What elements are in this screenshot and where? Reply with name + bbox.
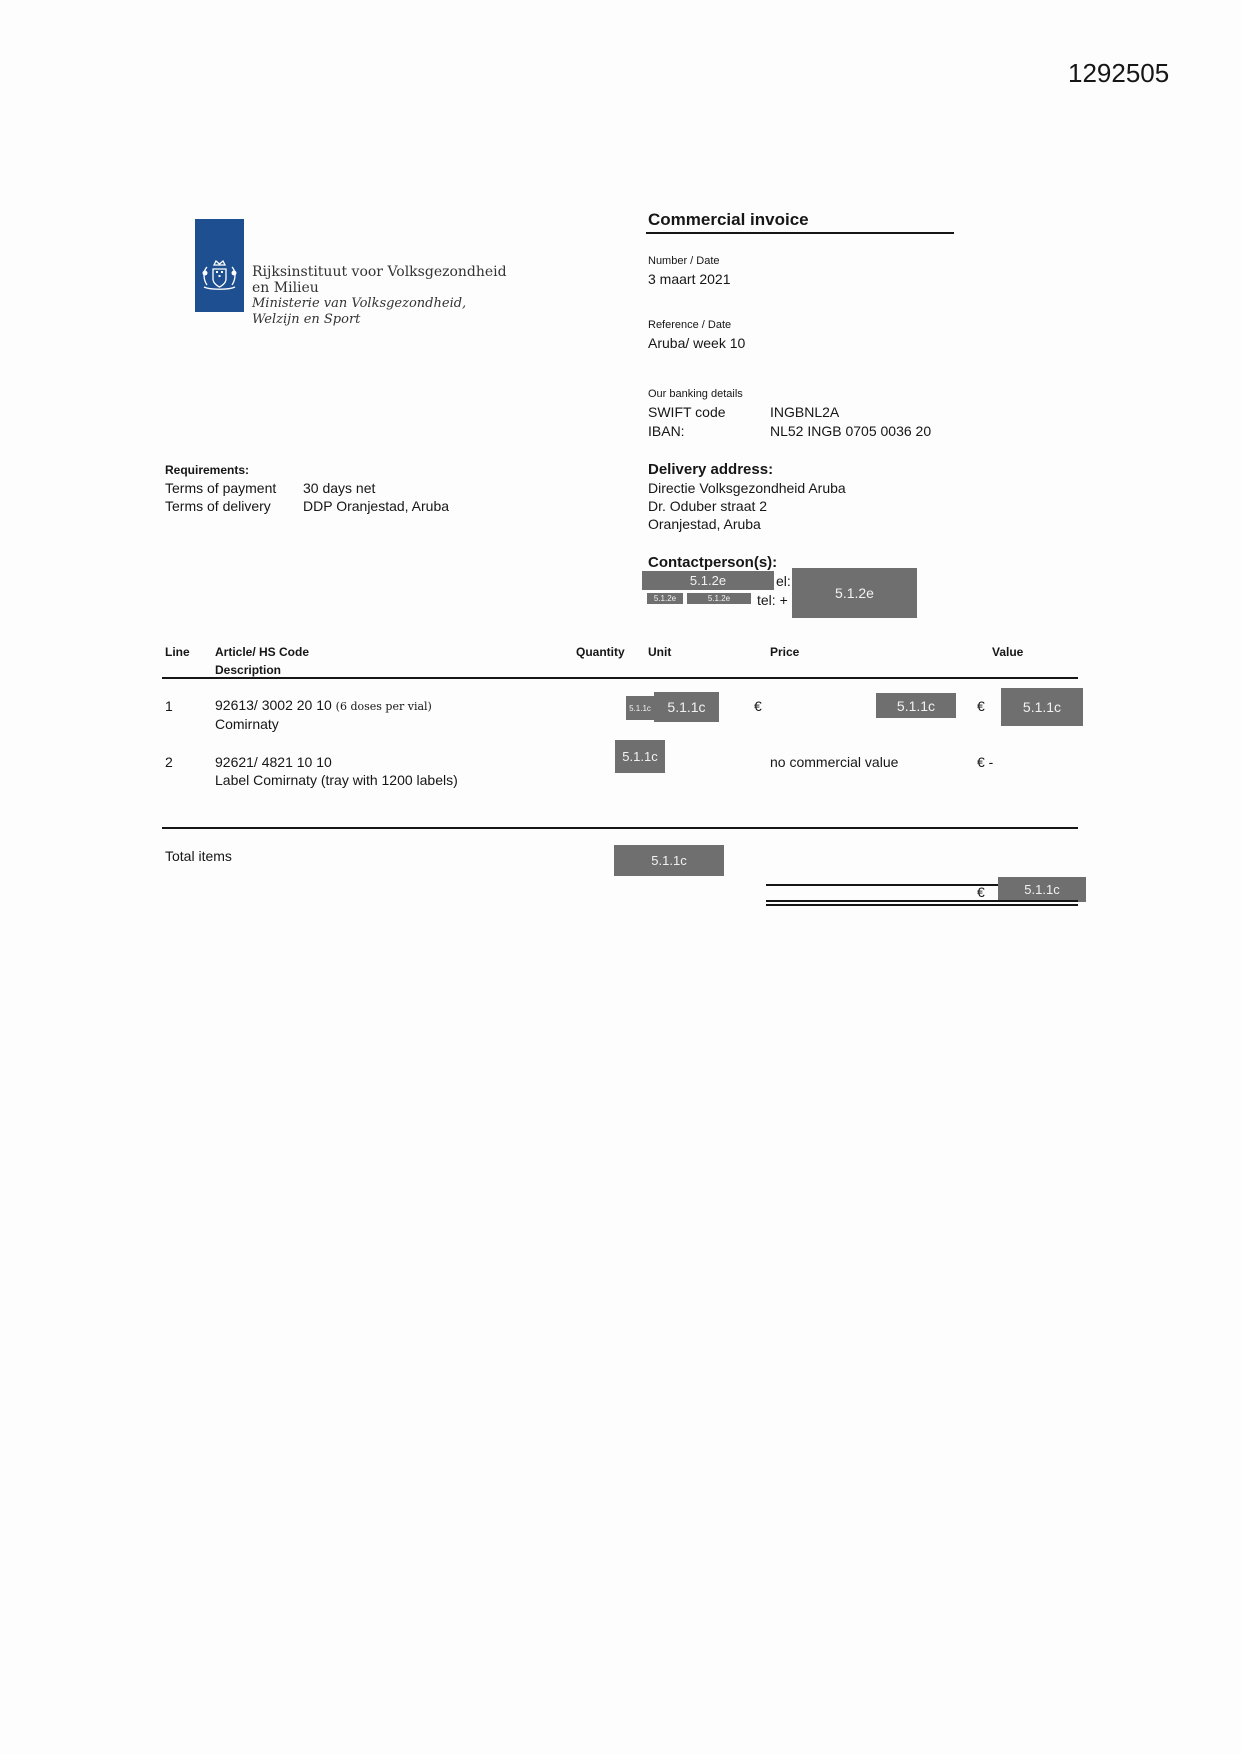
total-items-label: Total items — [165, 848, 232, 864]
contact-redaction-4: 5.1.2e — [792, 568, 917, 618]
invoice-title-rule — [646, 232, 954, 234]
table-header-rule — [162, 677, 1078, 679]
col-header-description: Description — [215, 663, 282, 677]
delivery-address-title: Delivery address: — [648, 461, 774, 478]
payment-terms-value: 30 days net — [303, 480, 376, 496]
total-value-rule-bottom-2 — [766, 904, 1078, 906]
number-date-label: Number / Date — [648, 255, 720, 267]
row-1-article-code: 92613/ 3002 20 10 — [215, 697, 332, 713]
col-header-price: Price — [770, 645, 800, 659]
reference-value: Aruba/ week 10 — [648, 335, 746, 351]
payment-terms-label: Terms of payment — [165, 480, 277, 496]
contact-redaction-3: 5.1.2e — [687, 593, 751, 604]
delivery-line-3: Oranjestad, Aruba — [648, 516, 761, 532]
logo-bar — [195, 219, 244, 312]
banking-label: Our banking details — [648, 388, 743, 400]
logo-line-3: Ministerie van Volksgezondheid, — [252, 296, 467, 311]
total-value-redaction: 5.1.1c — [998, 877, 1086, 902]
total-value-currency: € — [977, 884, 985, 900]
iban-value: NL52 INGB 0705 0036 20 — [770, 423, 932, 439]
swift-value: INGBNL2A — [770, 404, 840, 420]
col-header-quantity: Quantity — [576, 645, 625, 659]
row-1-price-currency: € — [754, 698, 762, 714]
invoice-title: Commercial invoice — [648, 210, 809, 229]
document-number: 1292505 — [1068, 58, 1170, 88]
row-1-article-note: (6 doses per vial) — [335, 700, 432, 713]
delivery-terms-label: Terms of delivery — [165, 498, 271, 514]
logo-line-1: Rijksinstituut voor Volksgezondheid — [252, 264, 507, 280]
table-bottom-rule — [162, 827, 1078, 829]
delivery-terms-value: DDP Oranjestad, Aruba — [303, 498, 450, 514]
row-2-value-text: € - — [977, 754, 994, 770]
swift-label: SWIFT code — [648, 404, 726, 420]
row-1-value-redaction: 5.1.1c — [1001, 688, 1083, 726]
royal-coat-of-arms-icon — [195, 219, 244, 312]
row-2-line: 2 — [165, 754, 173, 770]
contact-redaction-1: 5.1.2e — [642, 571, 774, 590]
row-2-quantity-redaction: 5.1.1c — [615, 740, 665, 773]
logo-line-2: en Milieu — [252, 280, 319, 296]
requirements-title: Requirements: — [165, 463, 250, 477]
contact-redaction-2: 5.1.2e — [647, 593, 683, 604]
total-value-rule-bottom-1 — [766, 900, 1078, 902]
row-1-unit-redaction: 5.1.1c — [654, 692, 719, 722]
contact-tel-1: el: — [776, 573, 791, 589]
row-1-value-currency: € — [977, 698, 985, 714]
row-1-quantity-redaction: 5.1.1c — [626, 696, 654, 720]
number-date-value: 3 maart 2021 — [648, 271, 731, 287]
row-1-line: 1 — [165, 698, 173, 714]
row-2-price-text: no commercial value — [770, 754, 899, 770]
logo-line-4: Welzijn en Sport — [252, 312, 361, 327]
total-items-redaction: 5.1.1c — [614, 845, 724, 876]
contact-title: Contactperson(s): — [648, 554, 778, 571]
row-1-article — [215, 697, 432, 713]
delivery-line-2: Dr. Oduber straat 2 — [648, 498, 768, 514]
reference-label: Reference / Date — [648, 319, 732, 331]
row-1-description: Comirnaty — [215, 716, 279, 732]
iban-label: IBAN: — [648, 423, 685, 439]
row-1-price-redaction: 5.1.1c — [876, 693, 956, 718]
col-header-article: Article/ HS Code — [215, 645, 310, 659]
delivery-line-1: Directie Volksgezondheid Aruba — [648, 480, 846, 496]
row-2-description: Label Comirnaty (tray with 1200 labels) — [215, 772, 458, 788]
contact-tel-2: tel: + — [757, 592, 788, 608]
col-header-line: Line — [165, 645, 190, 659]
col-header-value: Value — [992, 645, 1024, 659]
row-2-article: 92621/ 4821 10 10 — [215, 754, 332, 770]
col-header-unit: Unit — [648, 645, 672, 659]
